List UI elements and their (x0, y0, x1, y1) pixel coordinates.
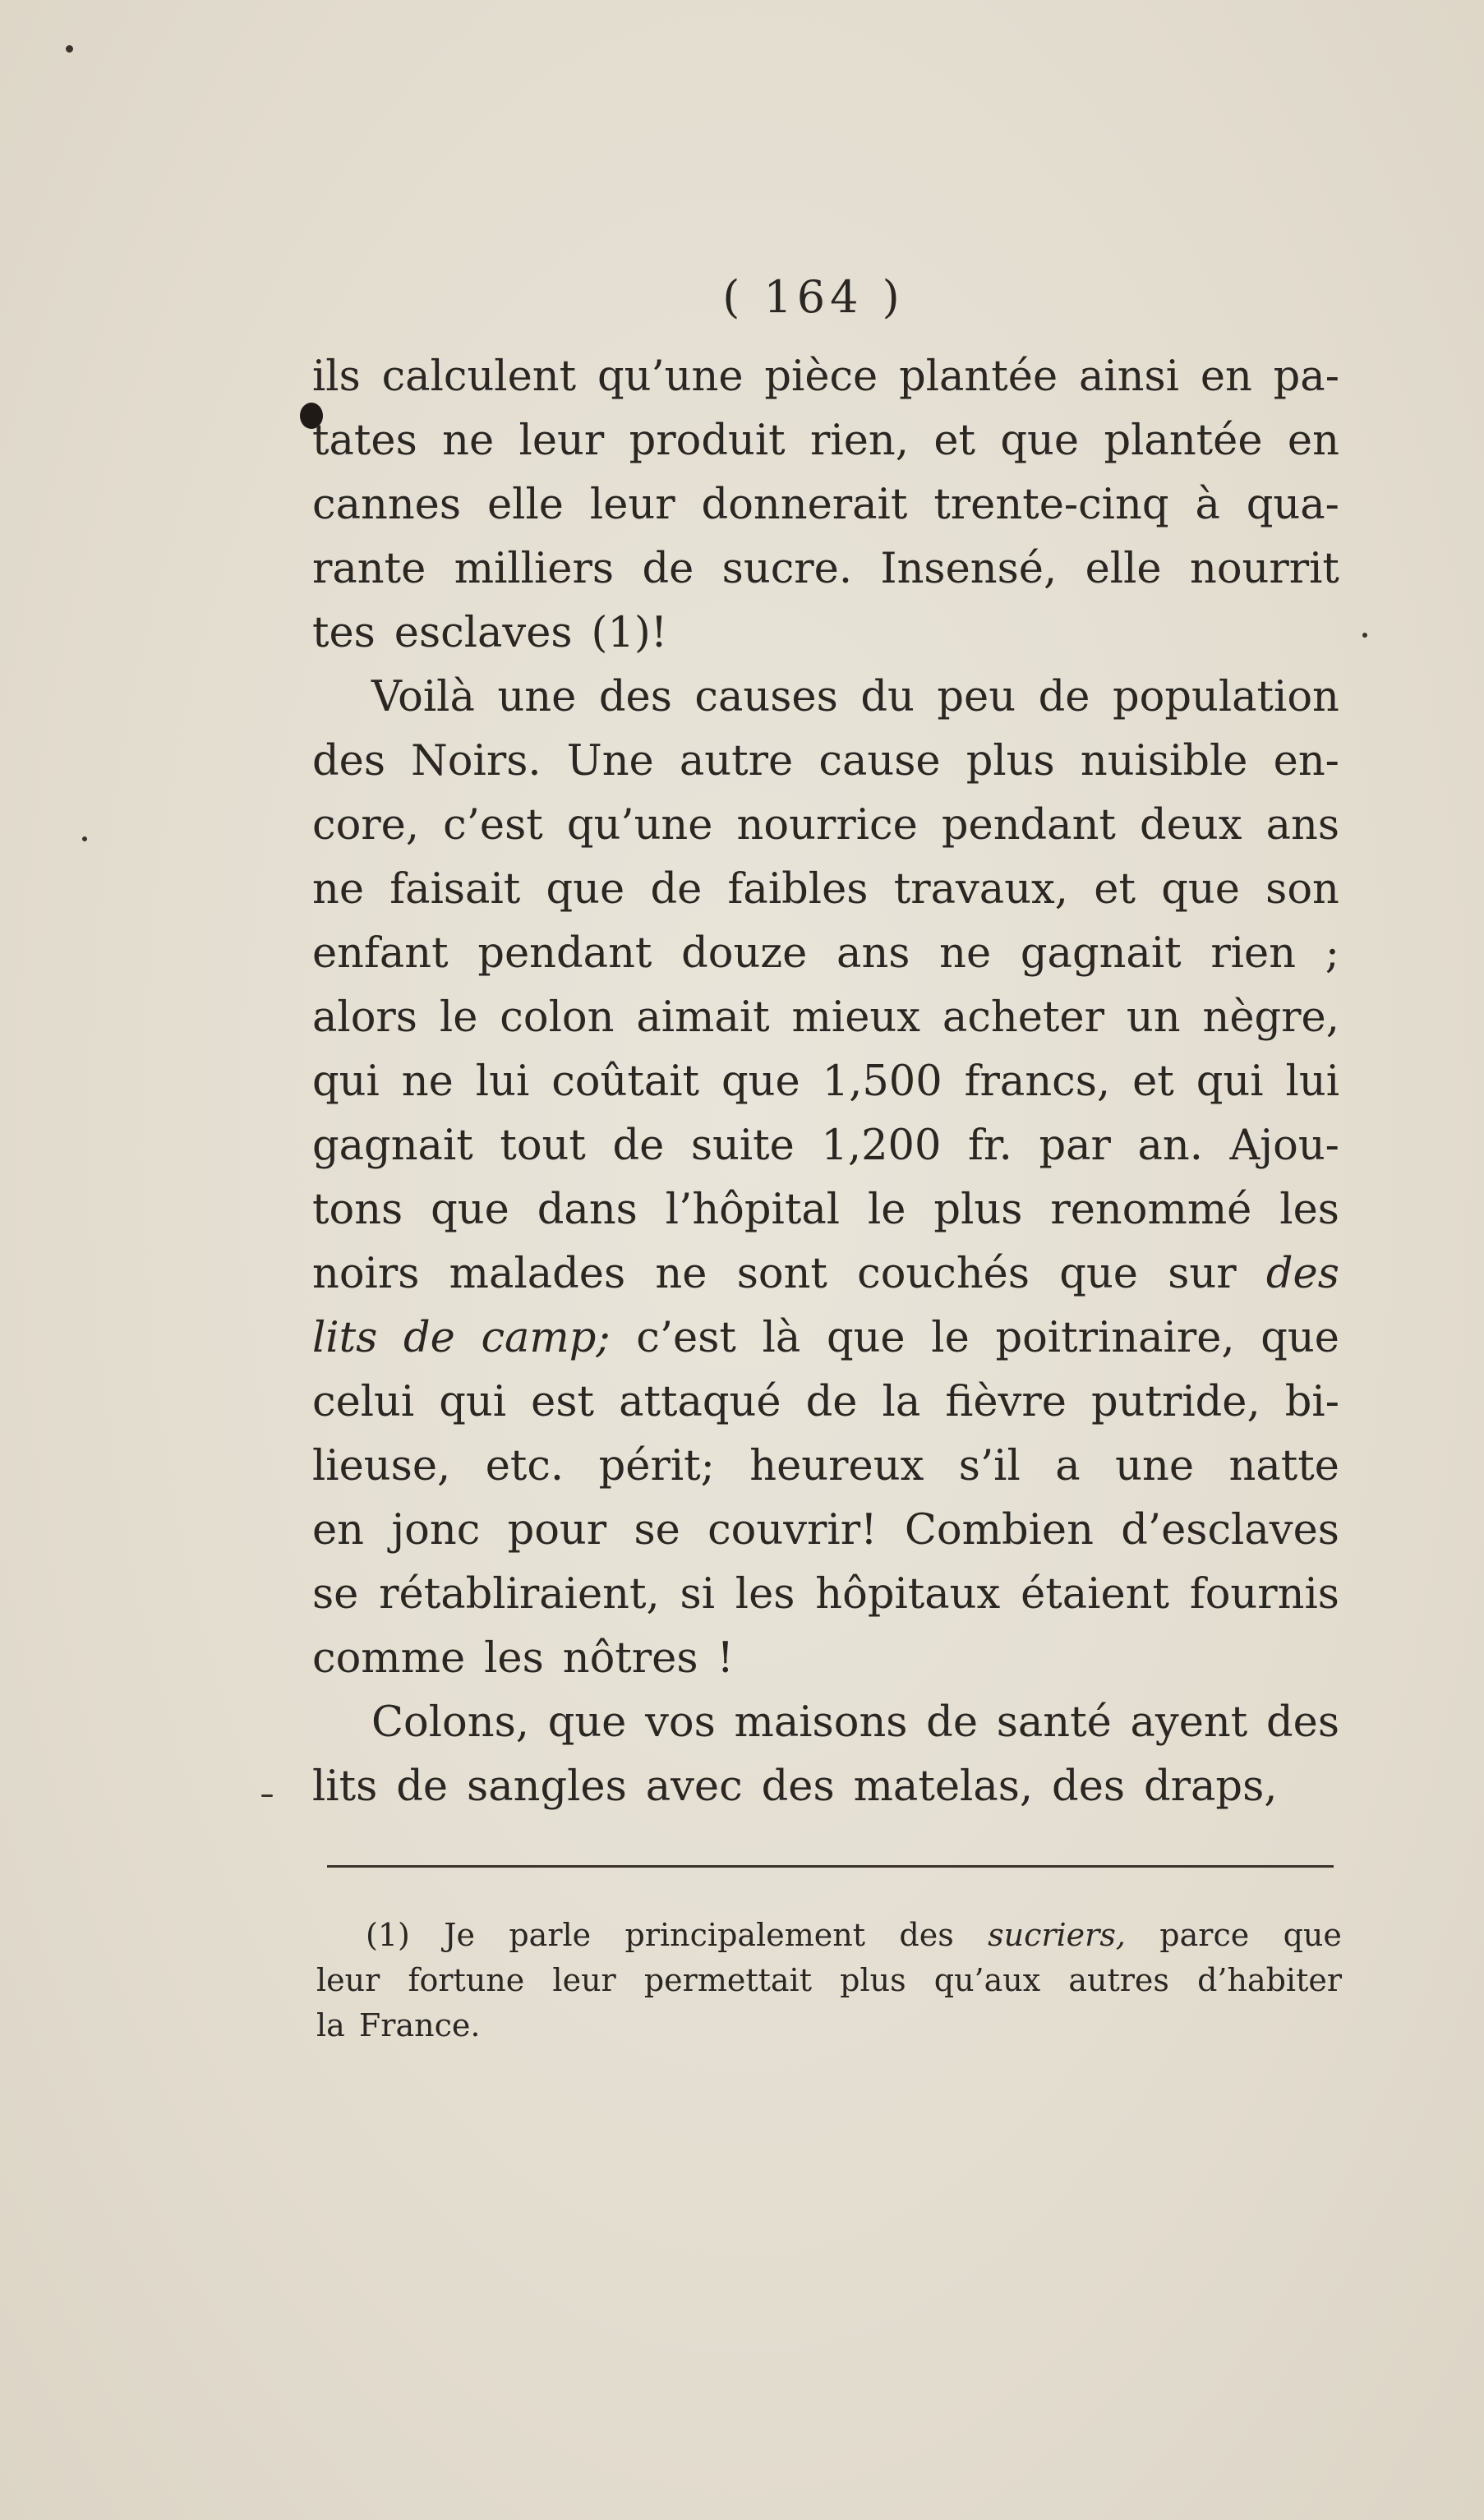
word: la (882, 1378, 921, 1426)
word: ainsi (1078, 352, 1179, 401)
word: les (484, 1634, 544, 1683)
text-line (312, 1306, 1339, 1371)
word: ; (1325, 929, 1339, 978)
word: le (931, 1314, 970, 1362)
word: se (634, 1506, 680, 1555)
word: attaqué (619, 1378, 781, 1426)
word: a (1055, 1442, 1081, 1490)
paper-speck (261, 1794, 273, 1797)
word: couvrir! (707, 1506, 878, 1555)
word: dans (537, 1186, 638, 1234)
word: ne (442, 417, 495, 465)
word: coûtait (551, 1057, 700, 1106)
text-line (312, 794, 1339, 858)
text-line (312, 986, 1339, 1050)
word: cannes (312, 481, 462, 529)
paper-speck (1362, 633, 1367, 638)
word: une (497, 673, 577, 721)
word: alors (312, 993, 417, 1042)
text-line (312, 1178, 1339, 1242)
word: ne (655, 1250, 707, 1298)
word: étaient (1021, 1570, 1170, 1619)
word: an. (1137, 1122, 1203, 1170)
word: Voilà (371, 673, 475, 721)
footnote (316, 1913, 1342, 2048)
word: draps, (1144, 1762, 1278, 1811)
word: ne (401, 1057, 454, 1106)
word: lits (312, 1762, 378, 1811)
word: d’esclaves (1121, 1506, 1339, 1555)
word: s’il (958, 1442, 1021, 1490)
word: pièce (764, 352, 878, 401)
word: ils (312, 352, 361, 401)
word: (1)! (591, 609, 668, 657)
word: et (933, 417, 976, 465)
word: santé (996, 1698, 1112, 1747)
word: nuisible (1080, 737, 1248, 785)
text-line (312, 922, 1339, 986)
word: lieuse, (312, 1442, 451, 1490)
word: natte (1228, 1442, 1339, 1490)
word: de (396, 1762, 449, 1811)
word: ans (836, 929, 910, 978)
word: là (762, 1314, 801, 1362)
word: celui (312, 1378, 415, 1426)
word: ne (939, 929, 992, 978)
word: de (403, 1314, 455, 1362)
word: plantée (899, 352, 1058, 401)
word: que (1059, 1250, 1138, 1298)
word: pendant (477, 929, 652, 978)
word: tates (312, 417, 417, 465)
word: peu (937, 673, 1016, 721)
text-line (312, 1114, 1339, 1178)
text-line (312, 730, 1339, 794)
text-line (312, 1371, 1339, 1435)
word: une (1115, 1442, 1195, 1490)
word: son (1265, 865, 1339, 914)
word: vos (645, 1698, 716, 1747)
word: le (867, 1186, 906, 1234)
word: pendant (941, 801, 1116, 850)
word: Insensé, (880, 545, 1058, 593)
word: renommé (1050, 1186, 1252, 1234)
text-line (312, 666, 1339, 730)
word: calculent (381, 352, 577, 401)
word: heureux (749, 1442, 924, 1490)
page-number: ( 164 ) (722, 271, 905, 323)
word: des (899, 1917, 954, 1953)
word: nourrit (1189, 545, 1339, 593)
word: travaux, (893, 865, 1069, 914)
word: lui (475, 1057, 530, 1106)
text-line (312, 345, 1339, 409)
word: qu’une (566, 801, 713, 850)
word: rétabliraient, (379, 1570, 660, 1619)
word: plus (840, 1962, 906, 1998)
text-line (312, 537, 1339, 601)
word: deux (1140, 801, 1242, 850)
word: enfant (312, 929, 449, 978)
word: nôtres (562, 1634, 698, 1683)
word: sangles (467, 1762, 627, 1811)
text-line (316, 1913, 1342, 1958)
text-line (312, 409, 1339, 473)
word: Noirs. (411, 737, 542, 785)
paper-speck (66, 45, 73, 53)
word: nègre, (1202, 993, 1339, 1042)
word: de (926, 1698, 979, 1747)
word: maisons (734, 1698, 908, 1747)
word: camp; (481, 1314, 611, 1362)
word: autres (1068, 1962, 1169, 1998)
word: se (312, 1570, 359, 1619)
word: acheter (942, 993, 1104, 1042)
text-line (312, 1242, 1339, 1306)
word: que (546, 865, 625, 914)
text-line (312, 1435, 1339, 1499)
word: en (1287, 417, 1339, 465)
word: des (761, 1762, 835, 1811)
word: des (1052, 1762, 1126, 1811)
word: des (312, 737, 386, 785)
word: Une (566, 737, 654, 785)
text-line (312, 1755, 1339, 1819)
word: lui (1285, 1057, 1339, 1106)
word: jonc (391, 1506, 481, 1555)
word: que (431, 1186, 509, 1234)
word: elle (486, 481, 564, 529)
word: en (1200, 352, 1252, 401)
word: ayent (1130, 1698, 1248, 1747)
word: francs, (964, 1057, 1111, 1106)
text-line (316, 1958, 1342, 2003)
word: qu’une (597, 352, 744, 401)
word: de (805, 1378, 858, 1426)
word: fournis (1189, 1570, 1339, 1619)
word: leur (552, 1962, 616, 1998)
word: que (1260, 1314, 1339, 1362)
word: faibles (727, 865, 869, 914)
word: c’est (636, 1314, 736, 1362)
word: leur (316, 1962, 380, 1998)
main-text (312, 345, 1339, 1819)
text-line (312, 1050, 1339, 1114)
word: France. (358, 2007, 481, 2043)
word: fr. (968, 1122, 1012, 1170)
word: fièvre (945, 1378, 1067, 1426)
word: que (1161, 865, 1240, 914)
word: (1) (366, 1917, 410, 1953)
text-line (312, 858, 1339, 922)
word: de (642, 545, 694, 593)
word: des (1265, 1698, 1339, 1747)
word: que (721, 1057, 800, 1106)
word: ne (312, 865, 365, 914)
word: pa- (1273, 352, 1339, 401)
word: qu’aux (933, 1962, 1041, 1998)
word: mieux (791, 993, 921, 1042)
word: ! (717, 1634, 734, 1683)
word: d’habiter (1197, 1962, 1342, 1998)
word: c’est (443, 801, 543, 850)
word: à (1195, 481, 1220, 529)
word: des (598, 673, 672, 721)
word: permettait (643, 1962, 812, 1998)
word: parle (509, 1917, 592, 1953)
word: le (439, 993, 478, 1042)
word: Ajou- (1229, 1122, 1339, 1170)
word: qui (439, 1378, 507, 1426)
word: tes (312, 609, 376, 657)
word: colon (500, 993, 615, 1042)
word: elle (1085, 545, 1162, 593)
text-line (312, 1627, 1339, 1691)
word: que (1283, 1917, 1342, 1953)
word: en- (1273, 737, 1339, 785)
text-line (316, 2003, 1342, 2048)
word: etc. (485, 1442, 565, 1490)
word: core, (312, 801, 420, 850)
word: donnerait (701, 481, 908, 529)
word: sont (736, 1250, 827, 1298)
word: faisait (389, 865, 521, 914)
word: tout (500, 1122, 586, 1170)
word: douze (681, 929, 808, 978)
word: de (650, 865, 703, 914)
word: du (860, 673, 915, 721)
word: la (316, 2007, 345, 2043)
word: produit (629, 417, 786, 465)
word: qui (1196, 1057, 1264, 1106)
word: gagnait (312, 1122, 473, 1170)
word: 1,500 (822, 1057, 942, 1106)
word: esclaves (394, 609, 573, 657)
word: autre (679, 737, 794, 785)
word: nourrice (736, 801, 918, 850)
word: rante (312, 545, 426, 593)
word: plus (966, 737, 1055, 785)
word: causes (694, 673, 838, 721)
word: Colons, (371, 1698, 529, 1747)
word: de (1038, 673, 1090, 721)
word: et (1132, 1057, 1174, 1106)
word: sur (1168, 1250, 1237, 1298)
word: par (1039, 1122, 1111, 1170)
text-line (312, 1563, 1339, 1627)
word: de (612, 1122, 665, 1170)
text-line (312, 473, 1339, 537)
word: putride, (1090, 1378, 1260, 1426)
word: périt; (598, 1442, 715, 1490)
paper-speck (82, 836, 87, 841)
word: est (531, 1378, 595, 1426)
word: un (1126, 993, 1181, 1042)
word: l’hôpital (665, 1186, 841, 1234)
word: couchés (857, 1250, 1030, 1298)
word: et (1094, 865, 1136, 914)
word: plantée (1104, 417, 1263, 465)
word: que (1000, 417, 1080, 465)
word: malades (449, 1250, 626, 1298)
footnote-rule (327, 1865, 1334, 1868)
text-line (312, 1691, 1339, 1755)
word: plus (933, 1186, 1023, 1234)
word: principalement (624, 1917, 865, 1953)
word: hôpitaux (815, 1570, 1001, 1619)
word: sucriers, (988, 1917, 1126, 1953)
word: les (735, 1570, 795, 1619)
word: 1,200 (821, 1122, 942, 1170)
text-line (312, 1499, 1339, 1563)
word: bi- (1284, 1378, 1339, 1426)
word: des (1265, 1250, 1339, 1298)
word: qua- (1246, 481, 1339, 529)
word: rien, (810, 417, 909, 465)
word: en (312, 1506, 365, 1555)
word: tons (312, 1186, 403, 1234)
word: si (680, 1570, 715, 1619)
word: cause (818, 737, 941, 785)
word: parce (1159, 1917, 1250, 1953)
word: que (547, 1698, 627, 1747)
word: poitrinaire, (995, 1314, 1235, 1362)
word: sucre. (721, 545, 853, 593)
text-line (312, 601, 1339, 666)
word: lits (312, 1314, 378, 1362)
word: gagnait (1020, 929, 1182, 978)
word: ans (1265, 801, 1339, 850)
word: Je (444, 1917, 475, 1953)
word: pour (507, 1506, 607, 1555)
word: que (826, 1314, 906, 1362)
word: trente-cinq (933, 481, 1169, 529)
word: population (1112, 673, 1339, 721)
word: leur (518, 417, 605, 465)
word: avec (645, 1762, 743, 1811)
word: milliers (454, 545, 615, 593)
word: noirs (312, 1250, 420, 1298)
word: qui (312, 1057, 380, 1106)
word: leur (589, 481, 675, 529)
word: comme (312, 1634, 466, 1683)
word: matelas, (853, 1762, 1034, 1811)
word: aimait (636, 993, 770, 1042)
word: Combien (904, 1506, 1094, 1555)
word: rien (1210, 929, 1297, 978)
word: les (1279, 1186, 1339, 1234)
word: suite (690, 1122, 795, 1170)
word: fortune (408, 1962, 525, 1998)
